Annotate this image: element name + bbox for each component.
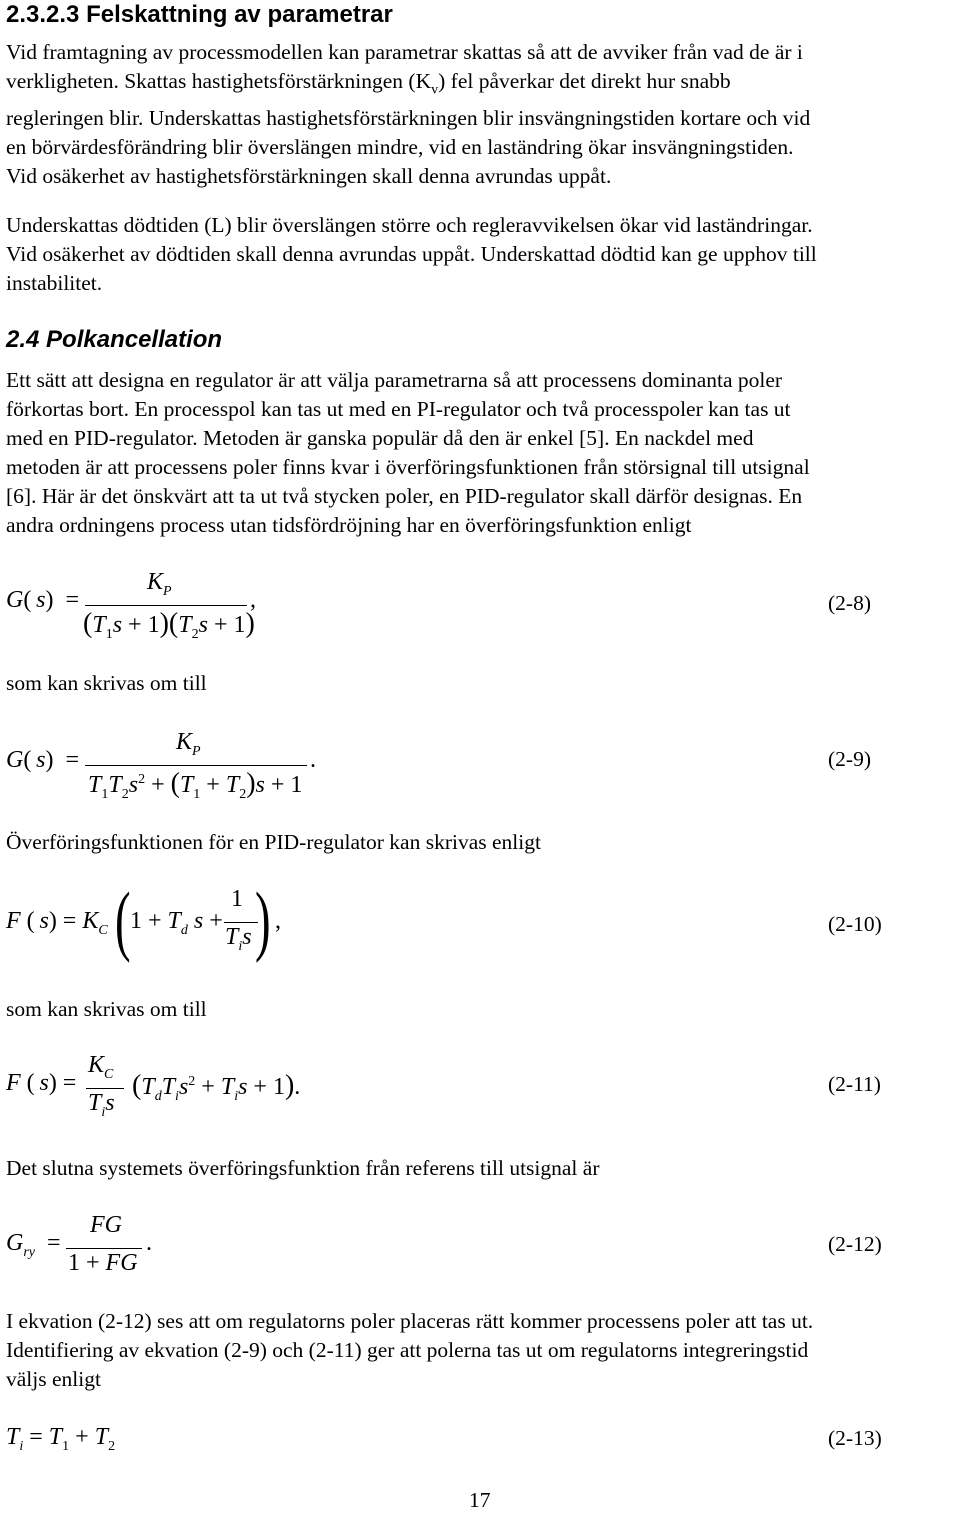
eq-numerator: $K_C$ <box>88 1052 114 1082</box>
kv-subscript: v <box>431 82 439 98</box>
fraction-bar <box>66 1248 142 1249</box>
paragraph-estimation <box>6 38 958 191</box>
eq-denominator: $T_is$ <box>88 1090 115 1120</box>
fraction-bar <box>224 922 258 923</box>
eq-numerator: FG <box>90 1212 122 1238</box>
text-line: med en PID-regulator. Metoden är ganska populär då den är enkel [5]. En nackdel med <box>6 426 754 450</box>
section-heading: 2.3.2.3 Felskattning av parametrar <box>6 1 393 28</box>
equation-2-10 <box>0 876 960 970</box>
equation-number: (2-10) <box>828 912 882 936</box>
text-line: Ett sätt att designa en regulator är att välja parametrarna så att processens dominanta poler <box>6 368 783 392</box>
text-segment: verkligheten. Skattas hastighetsförstärkningen (K <box>6 69 432 93</box>
eq-numerator: $K_P$ <box>147 569 172 599</box>
equation-2-8 <box>0 565 960 645</box>
fraction-bar <box>86 1088 124 1089</box>
eq-denominator: 1 + FG <box>68 1250 138 1276</box>
equation-2-11 <box>0 1050 960 1130</box>
page-number: 17 <box>469 1488 491 1512</box>
eq-body: $T_i = T_1 + T_2$ <box>6 1424 116 1454</box>
section-heading-2: 2.4 Polkancellation <box>6 326 223 353</box>
equation-number: (2-12) <box>828 1232 882 1256</box>
eq-denominator: $T_1T_2s^2 + (T_1 + T_2)s + 1$ <box>88 768 303 802</box>
text-line: väljs enligt <box>6 1367 101 1391</box>
eq-lhs: G( s) = <box>6 747 80 773</box>
equation-number: (2-11) <box>828 1072 881 1096</box>
text-line: I ekvation (2-12) ses att om regulatorns poler placeras rätt kommer processens poler att tas ut. <box>6 1309 814 1333</box>
paragraph-deadtime <box>6 211 958 298</box>
equation-number: (2-9) <box>828 747 871 771</box>
text-line <box>6 67 958 104</box>
eq-numerator: 1 <box>231 886 243 912</box>
eq-period: . <box>146 1230 152 1256</box>
text-line: Vid osäkerhet av hastighetsförstärkningen skall denna avrundas uppåt. <box>6 164 612 189</box>
paren-left: ( <box>115 876 131 963</box>
text-between: som kan skrivas om till <box>6 997 207 1021</box>
eq-lhs: G( s) = <box>6 587 80 613</box>
eq-lhs: F ( $s) = K_C$ <box>6 908 108 938</box>
text-between: som kan skrivas om till <box>6 671 207 695</box>
equation-number: (2-8) <box>828 591 871 615</box>
text-line: metoden är att processens poler finns kvar i överföringsfunktionen från störsignal till utsignal <box>6 455 810 479</box>
eq-lhs: $G_{ry}$ = <box>6 1230 61 1260</box>
eq-period: . <box>310 747 316 773</box>
eq-lhs: F ( s) = <box>6 1070 77 1096</box>
paren-right: ) <box>255 876 271 963</box>
equation-2-12 <box>0 1210 960 1290</box>
text-line: Underskattas dödtiden (L) blir överslängen större och regleravvikelsen ökar vid laständringar. <box>6 213 813 237</box>
eq-body: $(T_dT_is^2 + T_is + 1)$. <box>132 1070 301 1104</box>
eq-numerator: $K_P$ <box>176 729 201 759</box>
text-line: [6]. Här är det önskvärt att ta ut två stycken poler, en PID-regulator skall därför designas. En <box>6 484 803 508</box>
text-segment: ) fel påverkar det direkt hur snabb <box>438 69 731 93</box>
fraction-bar <box>85 605 247 606</box>
equation-2-9 <box>0 725 960 805</box>
text-line: förkortas bort. En processpol kan tas ut med en PI-regulator och två processpoler kan tas ut <box>6 397 791 421</box>
eq-comma: , <box>275 908 281 934</box>
eq-comma: , <box>250 587 256 613</box>
text-between: Överföringsfunktionen för en PID-regulator kan skrivas enligt <box>6 830 541 854</box>
text-between: Det slutna systemets överföringsfunktion från referens till utsignal är <box>6 1156 600 1180</box>
text-line: Vid osäkerhet av dödtiden skall denna avrundas uppåt. Underskattad dödtid kan ge upphov till <box>6 242 817 266</box>
text-line: Identifiering av ekvation (2-9) och (2-11) ger att polerna tas ut om regulatorns integreringstid <box>6 1338 809 1362</box>
eq-body: $1 + T_d$ s + <box>130 908 223 938</box>
text-line: andra ordningens process utan tidsfördröjning har en överföringsfunktion enligt <box>6 513 692 537</box>
paragraph-polecancel <box>6 366 958 540</box>
equation-number: (2-13) <box>828 1426 882 1450</box>
eq-denominator: $T_is$ <box>225 924 252 954</box>
fraction-bar <box>85 765 307 766</box>
text-line: regleringen blir. Underskattas hastighetsförstärkningen blir insvängningstiden kortare och vid <box>6 106 811 131</box>
equation-2-13 <box>0 1420 960 1460</box>
paragraph-identification <box>6 1307 958 1394</box>
text-line: instabilitet. <box>6 271 103 295</box>
text-line: en börvärdesförändring blir överslängen mindre, vid en laständring ökar insvängningstiden. <box>6 135 794 160</box>
text-line: Vid framtagning av processmodellen kan parametrar skattas så att de avviker från vad de är i <box>6 40 803 64</box>
eq-denominator: $(T_1s + 1)(T_2s + 1)$ <box>83 608 255 642</box>
